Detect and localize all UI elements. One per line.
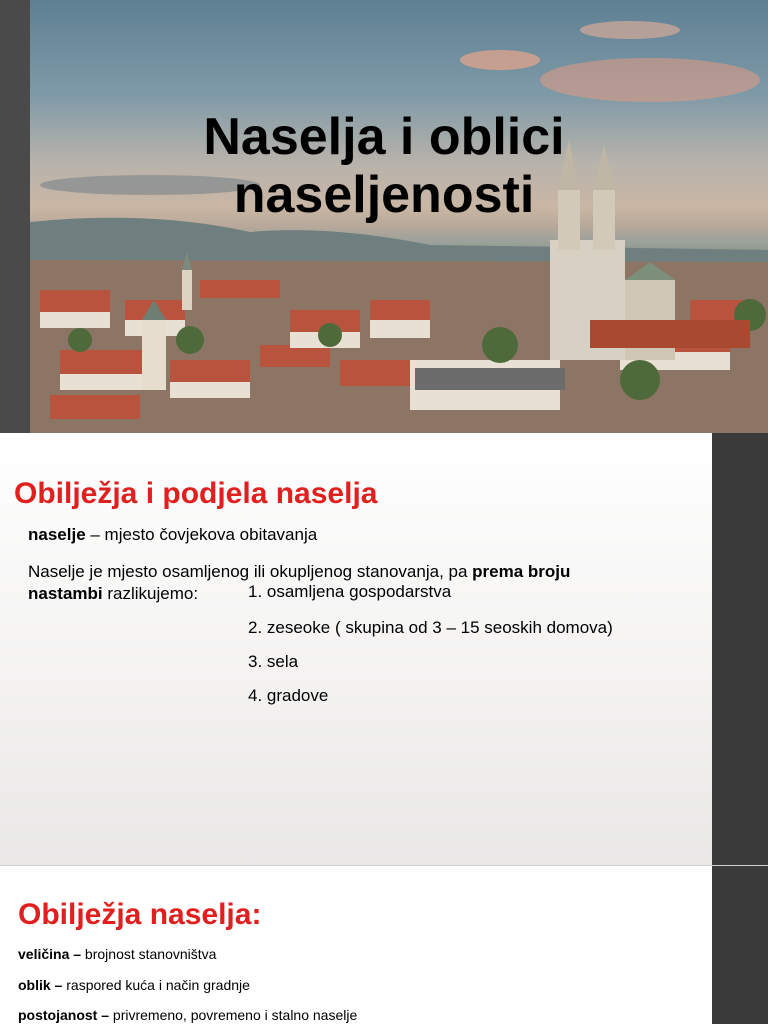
slide-settlement-features <box>0 866 768 1024</box>
feature-value: brojnost stanovništva <box>81 946 217 962</box>
feature-value: privremeno, povremeno i stalno naselje <box>109 1007 358 1023</box>
title-line-1: Naselja i oblici <box>203 108 565 166</box>
list-item: 2. zeseoke ( skupina od 3 – 15 seoskih domova) <box>248 618 613 637</box>
slide-heading: Obilježja i podjela naselja <box>14 477 378 510</box>
para-bold-2: nastambi <box>28 584 103 603</box>
feature-row <box>18 977 250 993</box>
slide-settlement-division <box>0 433 768 865</box>
feature-key: oblik – <box>18 977 63 993</box>
presentation-title <box>30 108 738 224</box>
feature-value: raspored kuća i način gradnje <box>62 977 250 993</box>
para-bold-1: prema broju <box>472 562 571 581</box>
list-item: 1. osamljena gospodarstva <box>248 582 452 601</box>
list-item: 3. sela <box>248 652 299 671</box>
feature-row <box>18 946 216 962</box>
slide-side-bar <box>712 433 768 865</box>
feature-row <box>18 1007 357 1023</box>
definition-line <box>28 525 317 545</box>
definition-term: naselje <box>28 525 86 544</box>
feature-key: postojanost – <box>18 1007 110 1023</box>
feature-key: veličina – <box>18 946 82 962</box>
list-item: 4. gradove <box>248 686 329 705</box>
slide-title <box>0 0 768 433</box>
slide-heading: Obilježja naselja: <box>18 898 262 931</box>
slide-side-bar <box>712 866 768 1024</box>
para-end: razlikujemo: <box>102 584 199 603</box>
title-line-2: naseljenosti <box>233 166 535 224</box>
para-start: Naselje je mjesto osamljenog ili okupljenog stanovanja, pa <box>28 562 473 581</box>
definition-text: – mjesto čovjekova obitavanja <box>85 525 318 544</box>
